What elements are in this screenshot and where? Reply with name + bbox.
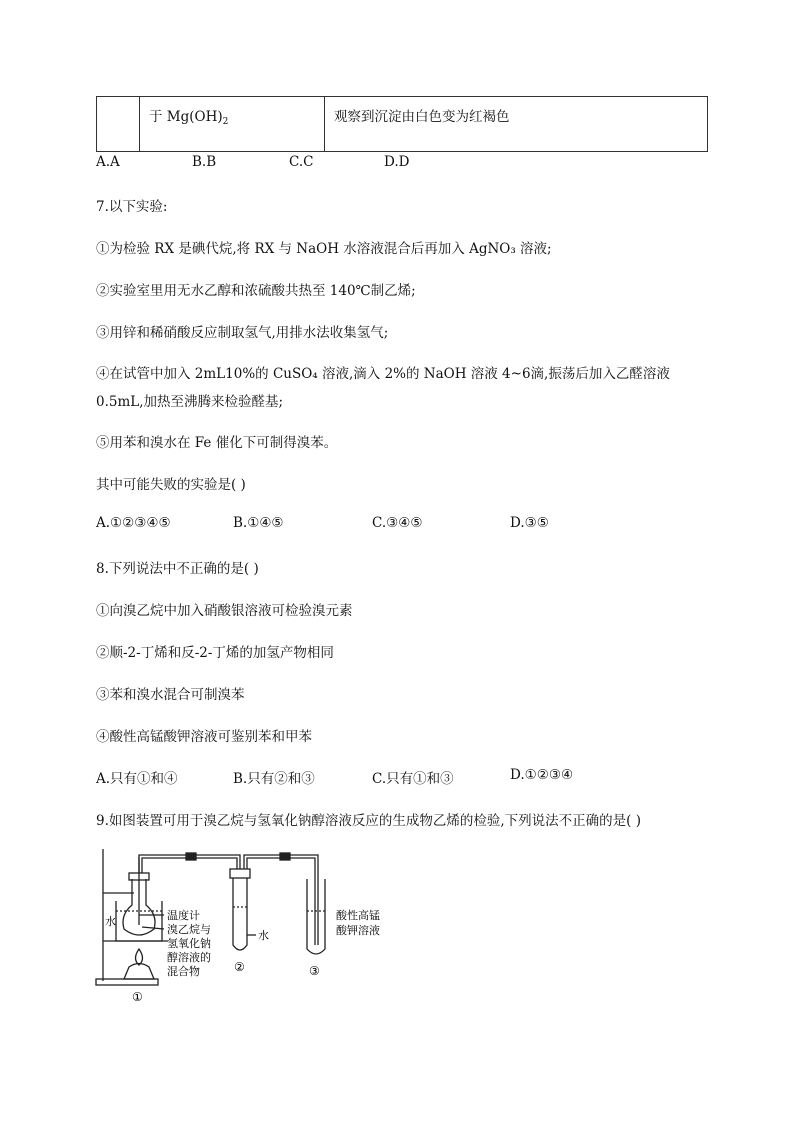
q7-stem: 7.以下实验: [96, 199, 168, 215]
q6-option-a: A.A [96, 154, 120, 170]
tube-2-stopper [230, 869, 250, 878]
q8-item-1: ①向溴乙烷中加入硝酸银溶液可检验溴元素 [96, 603, 353, 619]
label-num-1: ① [132, 990, 143, 1004]
label-thermometer: 温度计 [167, 909, 200, 922]
q7-option-c: C.③④⑤ [372, 515, 423, 531]
table-cell-index [97, 97, 140, 151]
label-mixture-1: 溴乙烷与 [167, 923, 211, 936]
q6-option-d: D.D [384, 154, 410, 170]
test-tube-3 [307, 879, 325, 954]
table-cell-observation-text: 观察到沉淀由白色变为红褐色 [334, 109, 510, 125]
q7-item-4: ④在试管中加入 2mL10%的 CuSO₄ 溶液,滴入 2%的 NaOH 溶液 4~6滴,振荡后加入乙醛溶液 [96, 366, 670, 382]
label-num-3: ③ [309, 964, 320, 978]
q7-item-4-cont: 0.5mL,加热至沸腾来检验醛基; [96, 394, 284, 410]
table-cell-method-text: 于 $Mg(OH)_2$ [149, 109, 229, 127]
q8-option-a: A.只有①和④ [96, 771, 178, 787]
q7-option-d: D.③⑤ [510, 515, 549, 531]
tube-joint-2 [280, 853, 290, 860]
q8-option-d: D.①②③④ [510, 767, 574, 783]
test-tube-2 [233, 878, 247, 950]
q9-stem: 9.如图装置可用于溴乙烷与氢氧化钠醇溶液反应的生成物乙烯的检验,下列说法不正确的是( ) [96, 813, 641, 829]
q6-option-c: C.C [289, 154, 314, 170]
q8-option-c: C.只有①和③ [372, 771, 454, 787]
label-kmno4-1: 酸性高锰 [336, 909, 380, 922]
tube-joint-1 [186, 853, 196, 860]
q8-item-2: ②顺-2-丁烯和反-2-丁烯的加氢产物相同 [96, 645, 334, 661]
q7-option-a: A.①②③④⑤ [96, 515, 171, 531]
q8-item-4: ④酸性高锰酸钾溶液可鉴别苯和甲苯 [96, 729, 312, 745]
apparatus-figure [94, 845, 414, 1010]
label-mixture-3: 醇溶液的 [167, 951, 211, 964]
q8-option-b: B.只有②和③ [233, 771, 315, 787]
flame [136, 949, 143, 965]
label-mixture-4: 混合物 [167, 965, 200, 978]
table-cell-method [139, 97, 325, 151]
q6-option-b: B.B [192, 154, 217, 170]
label-mixture-2: 氢氧化钠 [167, 937, 211, 950]
q7-item-5: ⑤用苯和溴水在 Fe 催化下可制得溴苯。 [96, 435, 338, 451]
label-num-2: ② [234, 960, 245, 974]
answer-table [96, 96, 708, 152]
q8-item-3: ③苯和溴水混合可制溴苯 [96, 687, 245, 703]
q7-item-1: ①为检验 RX 是碘代烷,将 RX 与 NaOH 水溶液混合后再加入 AgNO₃ 溶液; [96, 241, 552, 257]
table-cell-observation [324, 97, 707, 151]
q7-option-b: B.①④⑤ [233, 515, 284, 531]
q7-item-2: ②实验室里用无水乙醇和浓硫酸共热至 140℃制乙烯; [96, 283, 416, 299]
leader-mixture [142, 927, 164, 929]
q7-question: 其中可能失败的实验是( ) [96, 477, 246, 493]
label-water-left: 水 [105, 915, 116, 928]
stand-base [96, 979, 158, 985]
q8-stem: 8.下列说法中不正确的是( ) [96, 561, 259, 577]
q7-item-3: ③用锌和稀硝酸反应制取氢气,用排水法收集氢气; [96, 325, 389, 341]
label-kmno4-2: 酸钾溶液 [336, 924, 380, 937]
label-water-right: 水 [258, 929, 269, 942]
